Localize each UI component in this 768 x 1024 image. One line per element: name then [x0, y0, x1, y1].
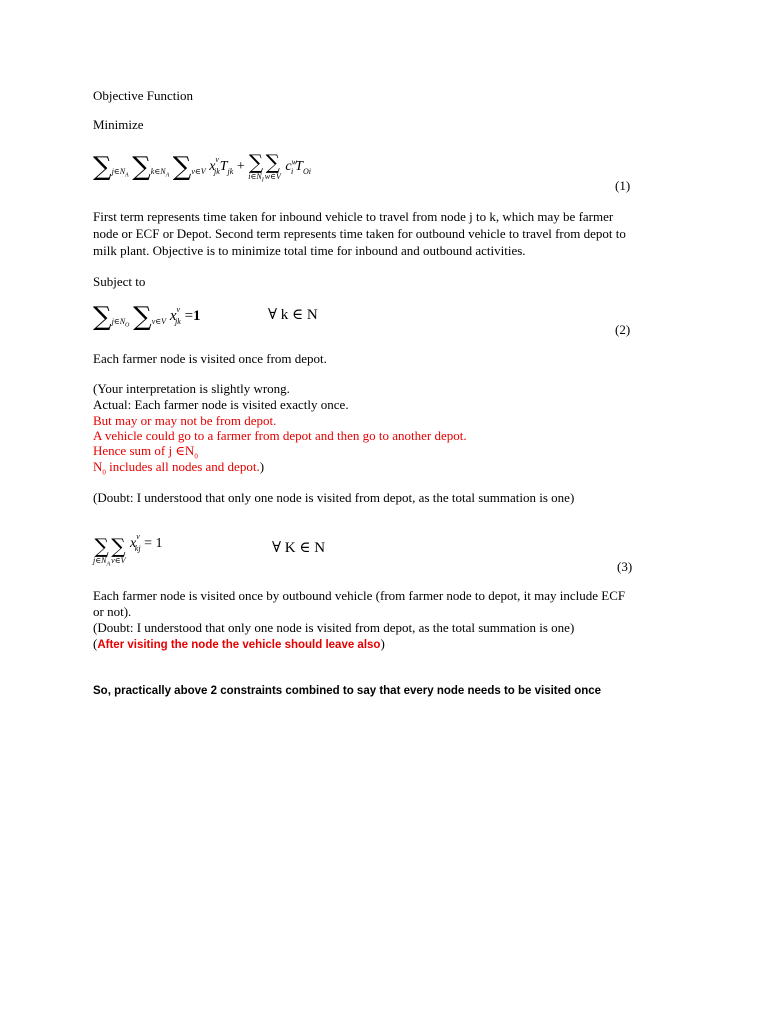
equation-3-number: (3): [617, 559, 633, 574]
each-farmer-line: Each farmer node is visited once from depot.: [93, 351, 327, 366]
comment-red-n: N: [93, 459, 103, 474]
comment-red-line-2: A vehicle could go to a farmer from depot and then go to another depot.: [93, 428, 467, 443]
equation-3: ∑ $j\in N_A$ ∑ v∈V $x^v_{kj} = 1$: [93, 532, 163, 568]
comment-red-line-4: $N_0$ includes all nodes and depot.): [93, 459, 265, 477]
heading: Objective Function: [93, 88, 194, 103]
paragraph-1-line-1: First term represents time taken for inbound vehicle to travel from node j to k, which may be farmer: [93, 209, 614, 224]
comment-red-line-4-text: includes all nodes and depot.: [105, 459, 260, 474]
doubt-1: (Doubt: I understood that only one node is visited from depot, as the total summation is one): [93, 490, 575, 505]
comment-line-1: (Your interpretation is slightly wrong.: [93, 381, 290, 396]
paragraph-1-line-2: node or ECF or Depot. Second term represents time taken for outbound vehicle to travel from depot to: [93, 226, 626, 241]
comment-red-line-3-text: Hence sum of j ∈N: [93, 443, 195, 458]
conclusion: So, practically above 2 constraints combined to say that every node needs to be visited once: [93, 685, 602, 697]
paragraph-3-line-2: or not).: [93, 604, 132, 619]
equation-2: $\sum_{j\in N_O}$ $\sum_{v\in V}$ $x^v_{jk} =1$: [93, 302, 201, 332]
red-bold-note: [93, 636, 385, 652]
minimize-label: Minimize: [93, 117, 144, 132]
equation-2-condition: ∀ k ∈ N: [268, 307, 318, 323]
equation-3-condition: ∀ K ∈ N: [272, 540, 326, 556]
comment-line-2: Actual: Each farmer node is visited exactly once.: [93, 397, 349, 412]
equation-1: $\sum_{j\in N_A}$ $\sum_{k\in N_A}$ $\sum_{v\in V}$ $x^v_{jk}T_{jk}$ + ∑ $i\in N_I$ ∑ w∈V $c^w_i$ $T_{Oi}$: [93, 150, 311, 184]
subject-to-label: Subject to: [93, 274, 146, 289]
equation-1-number: (1): [615, 178, 631, 193]
red-bold-note-open: (: [93, 636, 98, 651]
paragraph-3-line-1: Each farmer node is visited once by outbound vehicle (from farmer node to depot, it may include ECF: [93, 588, 626, 603]
red-bold-note-close: ): [380, 636, 385, 651]
equation-2-number: (2): [615, 322, 631, 337]
paragraph-1-line-3: milk plant. Objective is to minimize total time for inbound and outbound activities.: [93, 243, 526, 258]
paragraph-3-line-3: (Doubt: I understood that only one node is visited from depot, as the total summation is one): [93, 620, 575, 635]
comment-red-line-3: Hence sum of j $\in N_0$: [93, 443, 198, 461]
comment-red-line-1: But may or may not be from depot.: [93, 413, 277, 428]
comment-close-paren: ): [259, 459, 265, 474]
red-bold-note-text: After visiting the node the vehicle should leave also: [97, 639, 381, 651]
